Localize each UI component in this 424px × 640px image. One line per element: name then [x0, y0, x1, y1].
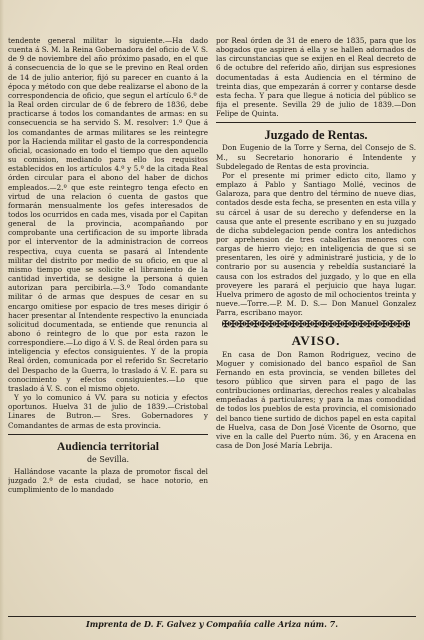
communication-text: Y yo lo comunico á VV. para su noticia y efectos oportunos. Huelva 31 de julio de 1839.—Cristobal Linares de Butron.— Sres. Gobernadores y Comandantes de armas de esta provincia. — [8, 393, 208, 430]
audiencia-continuation-text: por Real órden de 31 de enero de 1835, para que los abogados que aspiren á ella y se hallen adornados de las circunstancias que se exijen en el Real decreto de 6 de octubre del referido año, dirijan sus espresiones documentadas á esta Audiencia en el término de treinta dias, que empezarán á correr y contarse desde esta fecha. Y para que llegue á noticia del público se fija el presente. Sevilla 29 de julio de 1839.—Don Felipe de Quinta. — [216, 36, 416, 119]
ornament-divider: ✠✠✠✠✠✠✠✠✠✠✠✠✠✠✠✠✠✠✠✠✠✠✠✠✠ — [221, 320, 411, 331]
section-title-juzgado: Juzgado de Rentas. — [264, 128, 368, 143]
juzgado-edict-text: Por el presente mi primer edicto cito, llamo y emplazo á Pablo y Santiago Mollé, vecinos de Galaroza, para que dentro del término de nueve dias, contados desde esta fecha, se presenten en esta villa y su cárcel á usar de su derecho y defenderse en la causa que ante el presente escribano y en su juzgado de dicha subdelegacion pende contra los antedichos por aprehension de tres caballerías menores con cargas de hierro viejo; en inteligencia de que si se presentaren, les oiré y administraré justicia, y de lo contrario por su ausencia y rebeldía sustanciaré la causa con los estrados del juzgado, y lo que en ella proveyere les parará el perjuicio que haya lugar. Huelva primero de agosto de mil ochocientos treinta y nueve.—Torre.—P. M. D. S.— Don Manuel Gonzalez Parra, escribano mayor. — [216, 170, 416, 318]
section-subtitle-audiencia: de Sevilla. — [86, 454, 130, 464]
right-column — [216, 36, 416, 611]
page-spine-shadow — [0, 0, 4, 640]
notice-text: En casa de Don Ramon Rodriguez, vecino de Moguer y comisionado del banco español de San Fernando en esta provincia, se venden billetes del tesoro público que sirven para el pago de las contribuciones ordinarias, derechos reales y alcabalas empeñadas á particulares; y para la mas comodidad de todos los pueblos de esta provincia, el comisionado del banco tiene surtido de dichos papel en esta capital de Huelva, casa de Don José Vicente de Osorno, que vive en la calle del Puerto núm. 36, y en Aracena en casa de Don José María Lebrija. — [216, 349, 416, 451]
section-title-audiencia: Audiencia territorial — [57, 440, 159, 453]
juzgado-header-text: Don Eugenio de la Torre y Serna, del Consejo de S. M., su Secretario honorario é Intendente y Subdelegado de Rentas de esta provincia. — [216, 143, 416, 171]
columns — [8, 36, 416, 611]
divider — [216, 122, 416, 123]
audiencia-text: Hallándose vacante la plaza de promotor fiscal del juzgado 2.º de esta ciudad, se hace notorio, en cumplimiento de lo mandado — [8, 466, 208, 495]
notice-title: AVISO. — [291, 333, 341, 349]
printer-footer: Imprenta de D. F. Galvez y Compañía calle Ariza núm. 7. — [8, 616, 416, 629]
royal-order-text: tendente general militar lo siguiente.—Ha dado cuenta á S. M. la Reina Gobernadora del oficio de V. S. de 9 de noviembre del año próximo pasado, en el que á consecuencia de lo que se le previno en Real orden de 14 de julio anterior, fijó su parecer en cuanto á la época y método con que debe realizarse el abono de la correspondencia de oficio, que segun el artículo 6.º de la Real orden circular de 6 de febrero de 1836, debe practicarse á todos los comandantes de armas: en su consecuencia se ha servido S. M. resolver: 1.º Que á los comandantes de armas militares se les reintegre por la Hacienda militar el gasto de la correspondencia oficial, ocasionado en todo el tiempo que den aquello su comision, mediando para ello los requisitos establecidos en los artículos 4.º y 5.º de la citada Real órden circular para el abono del haber de dichos empleados.—2.º que este reintegro tenga efecto en virtud de una relacion ó cuenta de gastos que formarán mensualmente los gefes interesados de todos los ocurridos en cada mes, visada por el Capitan general de la provincia, acompañando por comprobante una certificacion de su importe librada por el interventor de la administracion de correos respectiva, cuya cuenta se pasará al Intendente militar del distrito por medio de su oficio, en que al mismo tiempo que se solicite el libramiento de la cantidad invertida, se designe la persona á quien autorizan para percibirla.—3.º Todo comandante militar ó de armas que despues de cesar en su encargo omitiese por espacio de tres meses dirigir ó hacer presentar al Intendente respectivo la enunciada solicitud documentada, se entiende que renuncia al abono ó reintegro de lo que por esta razon le correspondiere.—Lo digo á V. S. de Real órden para su inteligencia y efectos consiguientes. Y de la propia Real órden, comunicada por el referido Sr. Secretario del Despacho de la Guerra, lo traslado á V. E. para su conocimiento y efectos consiguientes.—Lo que traslado á V. S. con el mismo objeto. — [8, 36, 208, 393]
divider — [8, 434, 208, 435]
left-column — [8, 36, 208, 611]
